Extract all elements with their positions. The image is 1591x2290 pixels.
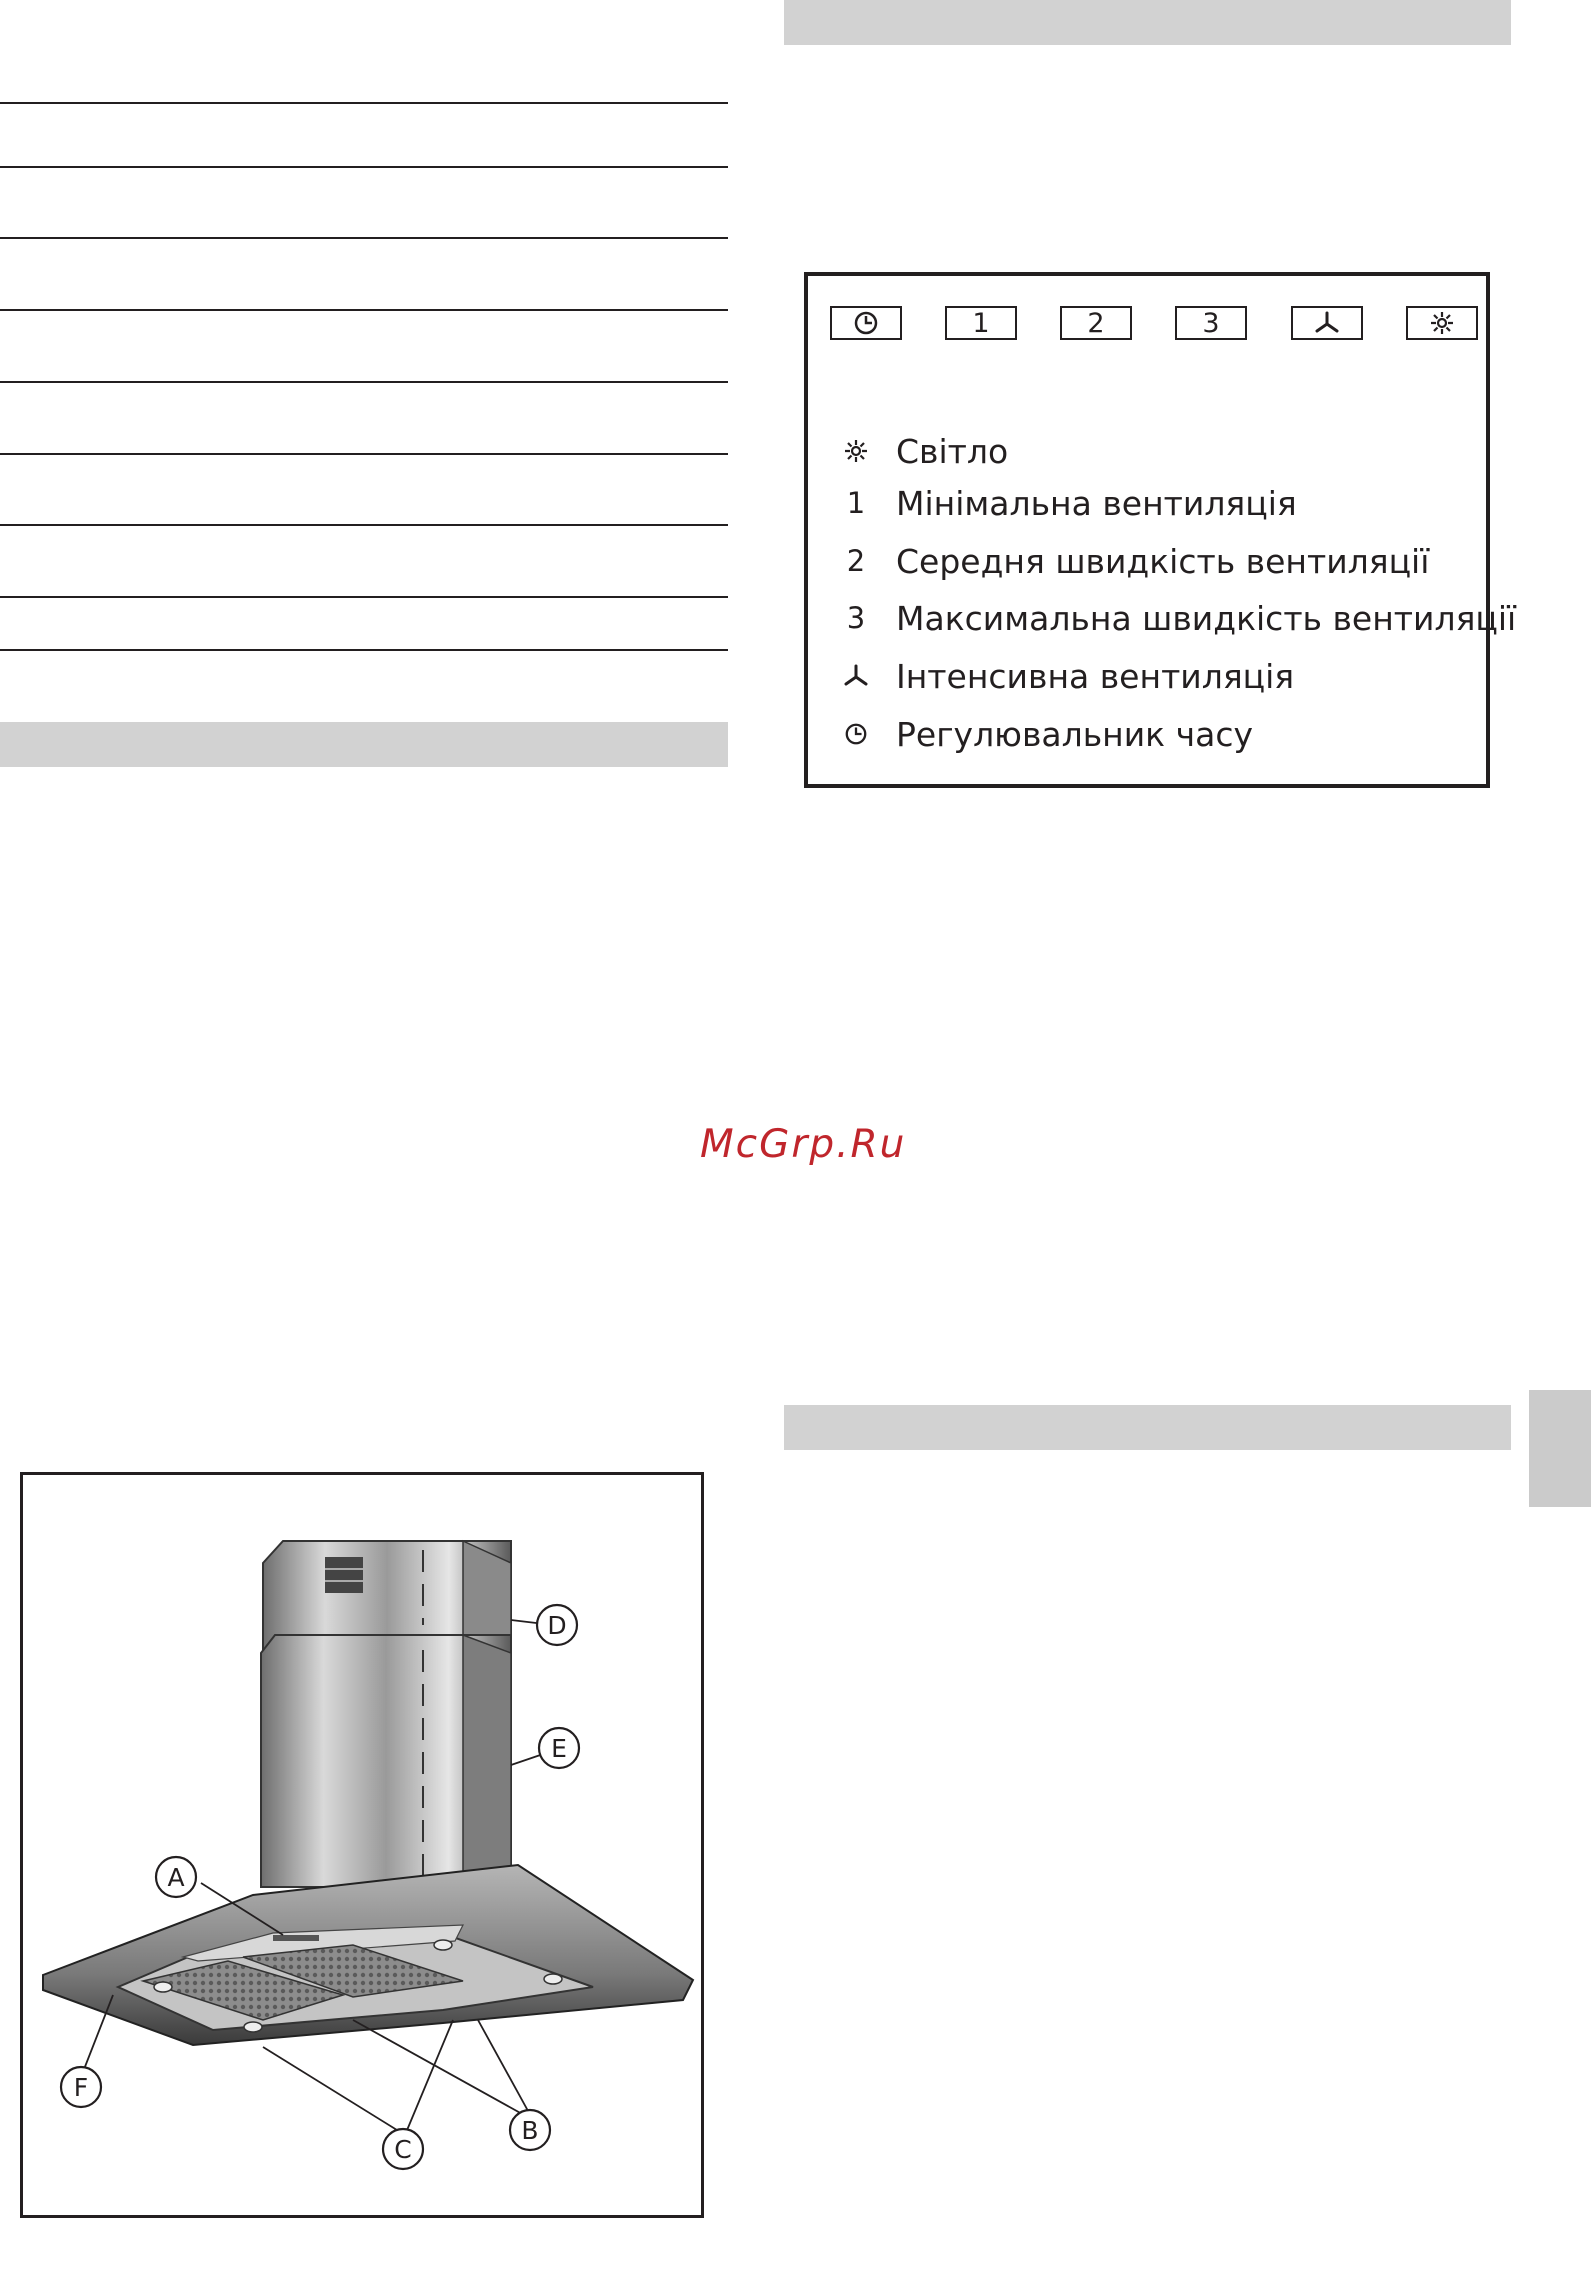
callout-d <box>537 1605 577 1645</box>
legend-text: Максимальна швидкість вентиляції <box>896 598 1517 638</box>
callout-label: A <box>167 1863 185 1892</box>
legend-item-intensive <box>834 656 1294 696</box>
callout-b <box>510 2110 550 2150</box>
callout-label: C <box>394 2135 412 2164</box>
light-icon <box>1429 310 1455 336</box>
callout-label: D <box>547 1611 567 1640</box>
vent-grille <box>325 1557 363 1593</box>
legend-text: Регулювальник часу <box>896 714 1253 754</box>
legend-symbol <box>834 722 878 746</box>
table-rule <box>0 453 728 455</box>
table-rule <box>0 381 728 383</box>
table-rule <box>0 102 728 104</box>
callout-label: E <box>551 1734 567 1763</box>
legend-text: Інтенсивна вентиляція <box>896 656 1295 696</box>
legend-text: Середня швидкість вентиляції <box>896 541 1430 581</box>
legend-item-speed-1 <box>834 483 1297 523</box>
light-button[interactable] <box>1406 306 1478 340</box>
timer-button[interactable] <box>830 306 902 340</box>
legend-item-speed-2 <box>834 541 1429 581</box>
clock-icon <box>844 722 868 746</box>
hood-diagram <box>20 1472 704 2218</box>
legend-symbol <box>834 663 878 689</box>
section-header-bar-left <box>0 722 728 767</box>
section-header-bar-top-right <box>784 0 1511 45</box>
callout-e <box>539 1728 579 1768</box>
fan-icon <box>1312 310 1342 336</box>
watermark: McGrp.Ru <box>700 1122 907 1167</box>
legend-text: Мінімальна вентиляція <box>896 483 1297 523</box>
callout-c <box>383 2129 423 2169</box>
callout-label: F <box>73 2073 89 2102</box>
legend-item-timer <box>834 714 1253 754</box>
legend-item-speed-3 <box>834 598 1516 638</box>
section-header-bar-mid-right <box>784 1405 1511 1450</box>
legend-symbol <box>834 438 878 464</box>
legend-symbol: 1 <box>846 486 866 520</box>
legend-symbol: 2 <box>846 544 866 578</box>
clock-icon <box>853 310 879 336</box>
table-rule <box>0 596 728 598</box>
speed-2-button[interactable]: 2 <box>1060 306 1132 340</box>
table-rule <box>0 166 728 168</box>
fan-icon <box>841 663 871 689</box>
legend-symbol: 3 <box>846 601 866 635</box>
table-rule <box>0 237 728 239</box>
legend-text: Світло <box>896 431 1009 471</box>
legend-item-light <box>834 431 1008 471</box>
control-panel-legend <box>804 272 1517 788</box>
hood-illustration <box>23 1475 701 2215</box>
table-rule <box>0 309 728 311</box>
callout-a <box>156 1857 196 1897</box>
page-thumb-tab <box>1529 1390 1591 1507</box>
speed-3-button[interactable]: 3 <box>1175 306 1247 340</box>
callout-f <box>61 2067 101 2107</box>
table-rule <box>0 649 728 651</box>
light-icon <box>843 438 869 464</box>
table-rule <box>0 524 728 526</box>
intensive-button[interactable] <box>1291 306 1363 340</box>
callout-label: B <box>521 2116 539 2145</box>
speed-1-button[interactable]: 1 <box>945 306 1017 340</box>
